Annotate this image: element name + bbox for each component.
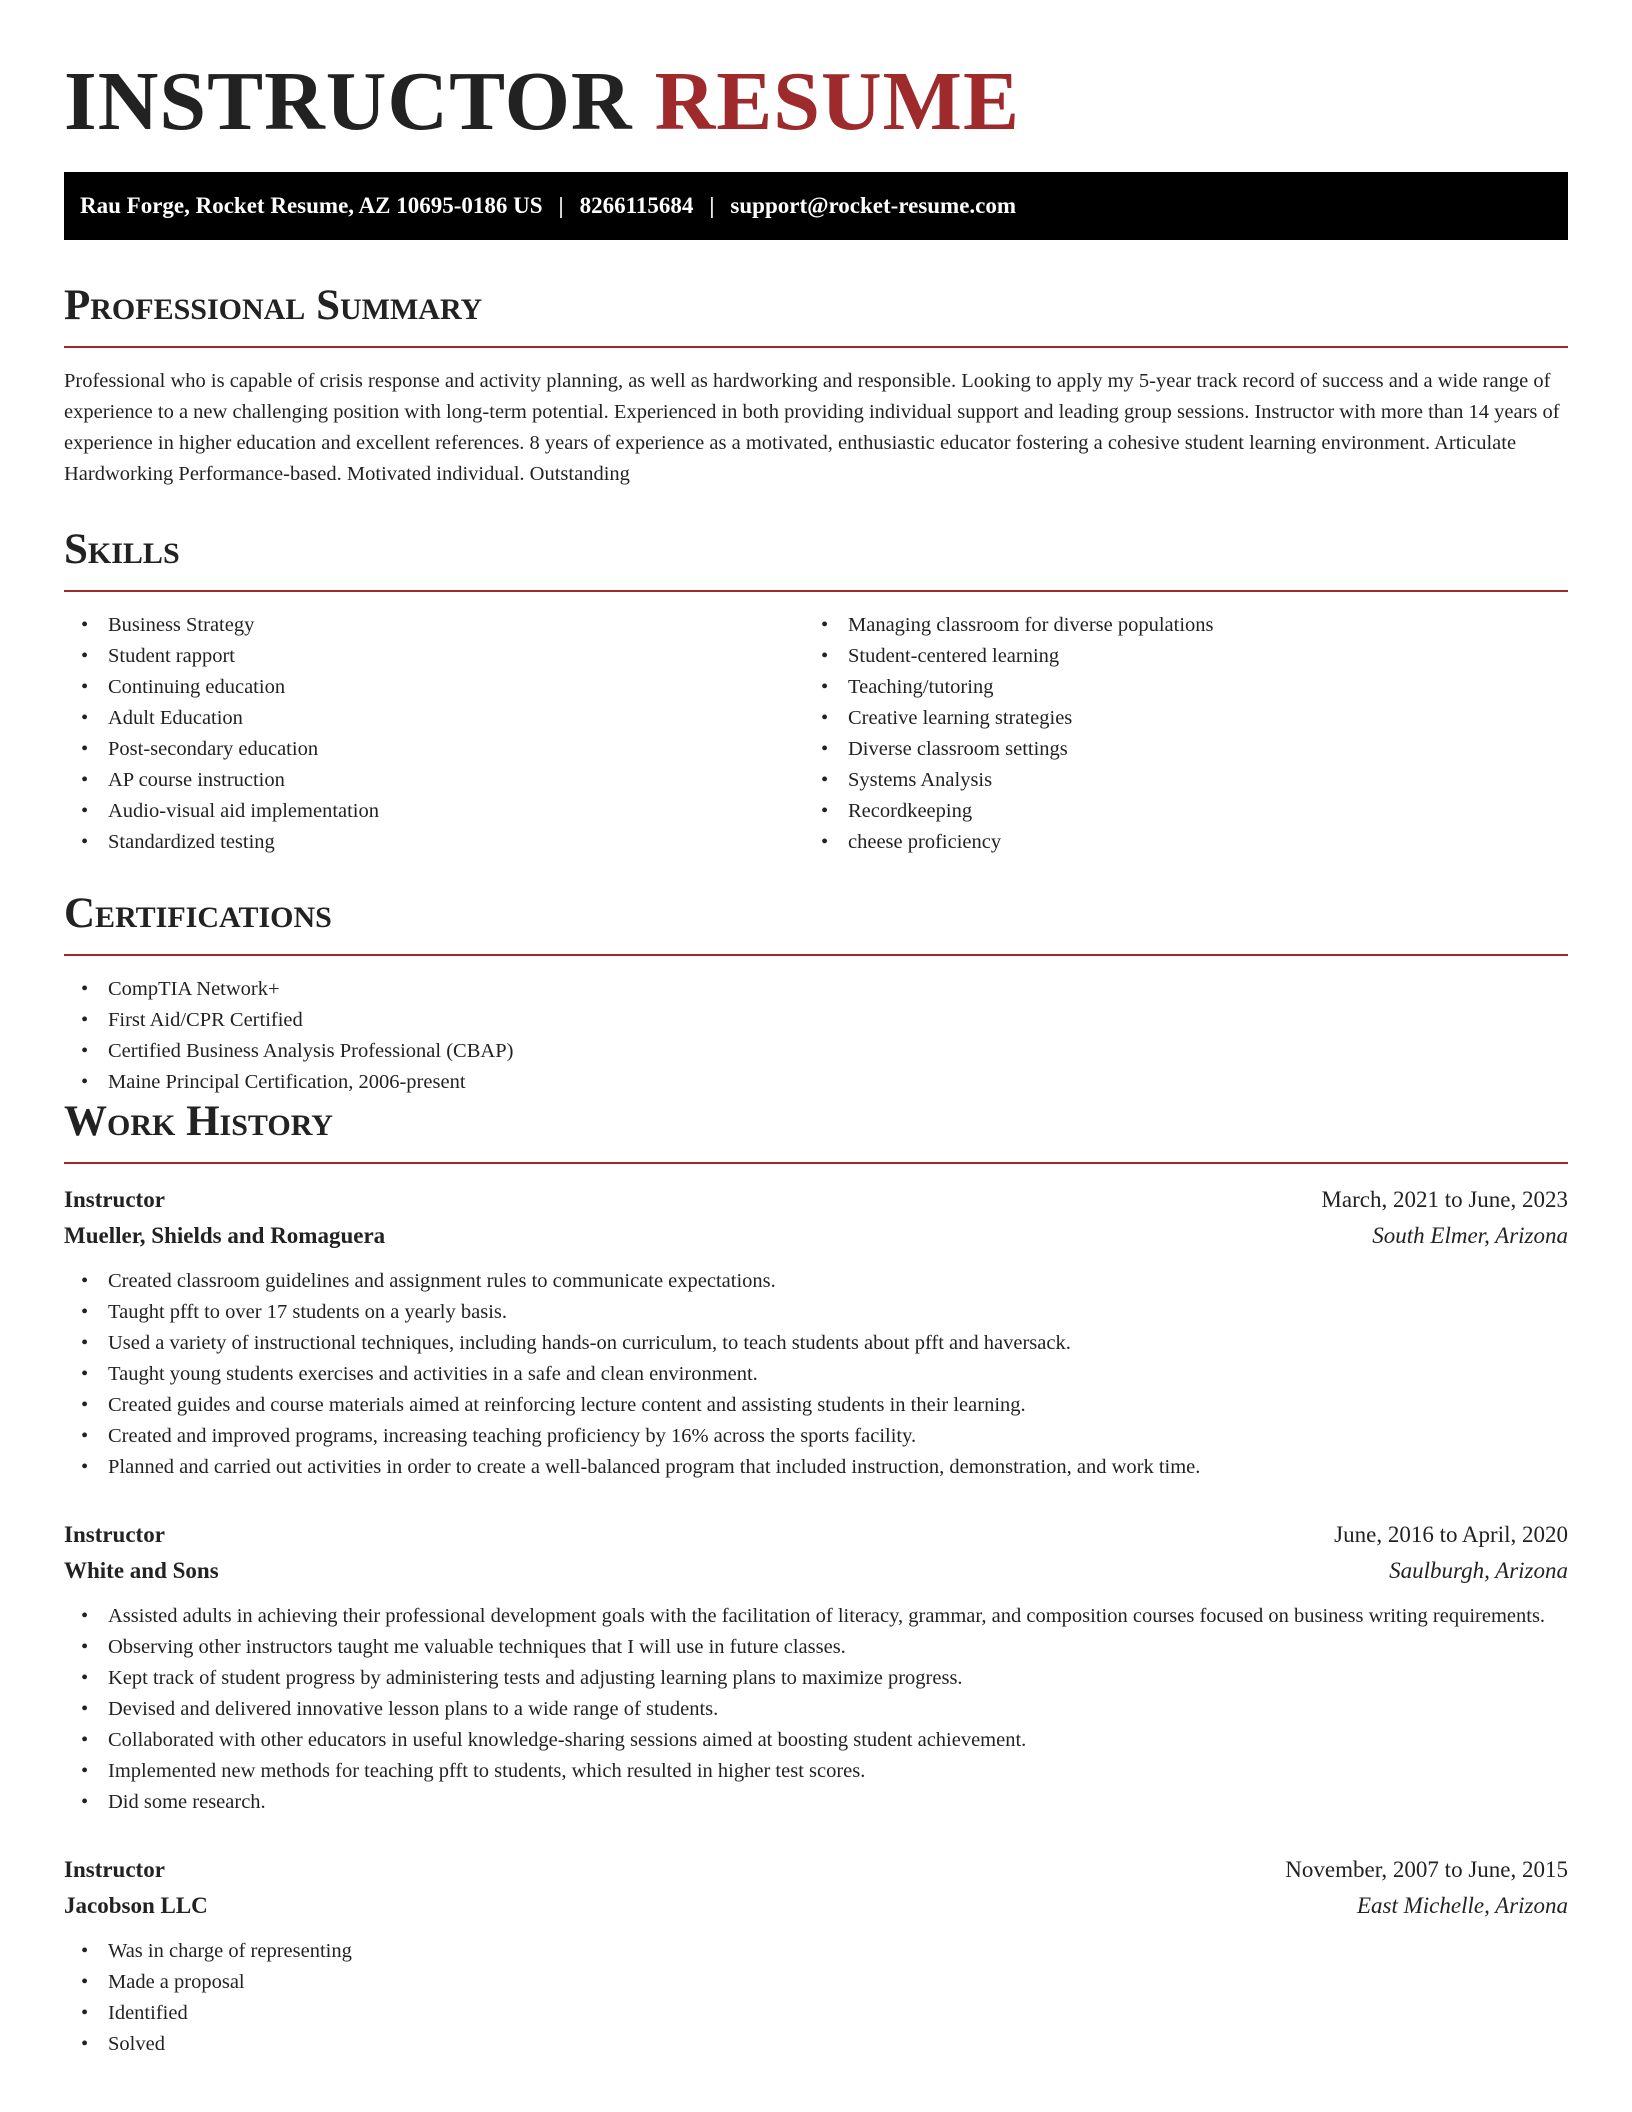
job-title: Instructor — [64, 1187, 165, 1212]
certification-item: • Maine Principal Certification, 2006-present — [64, 1067, 1568, 1098]
job-location: South Elmer, Arizona — [1372, 1223, 1568, 1248]
job-location: Saulburgh, Arizona — [1389, 1558, 1568, 1583]
job-duty-item: • Solved — [64, 2029, 1568, 2060]
job-company: Mueller, Shields and Romaguera — [64, 1223, 386, 1248]
job-company-row — [64, 1218, 1568, 1254]
contact-bar — [64, 172, 1568, 240]
section-divider — [64, 1162, 1568, 1164]
job-company-row — [64, 1553, 1568, 1589]
skill-item: • Audio-visual aid implementation — [64, 796, 804, 827]
section-heading: Skills — [64, 526, 180, 573]
job-duty-item: • Made a proposal — [64, 1967, 1568, 1998]
job-entry — [64, 1182, 1568, 1483]
section-divider — [64, 590, 1568, 592]
summary-section — [64, 282, 1568, 490]
skills-list-right — [804, 610, 1568, 858]
job-duty-item: • Collaborated with other educators in useful knowledge-sharing sessions aimed at boosting student achievement. — [64, 1725, 1568, 1756]
skills-list-left — [64, 610, 804, 858]
section-divider — [64, 346, 1568, 348]
job-duties-list — [64, 1266, 1568, 1483]
job-duty-item: • Kept track of student progress by administering tests and adjusting learning plans to maximize progress. — [64, 1663, 1568, 1694]
job-duty-item: • Devised and delivered innovative lesson plans to a wide range of students. — [64, 1694, 1568, 1725]
job-duty-item: • Planned and carried out activities in order to create a well-balanced program that included instruction, demonstration, and work time. — [64, 1452, 1568, 1483]
skill-item: • Standardized testing — [64, 827, 804, 858]
title-accent: RESUME — [654, 55, 1020, 148]
skill-item: • Recordkeeping — [804, 796, 1568, 827]
skill-item: • Creative learning strategies — [804, 703, 1568, 734]
skill-item: • Student-centered learning — [804, 641, 1568, 672]
job-duty-item: • Did some research. — [64, 1787, 1568, 1818]
job-duty-item: • Identified — [64, 1998, 1568, 2029]
job-duty-item: • Created classroom guidelines and assignment rules to communicate expectations. — [64, 1266, 1568, 1297]
skill-item: • Managing classroom for diverse populations — [804, 610, 1568, 641]
job-duty-item: • Was in charge of representing — [64, 1936, 1568, 1967]
certifications-list — [64, 974, 1568, 1098]
job-duty-item: • Observing other instructors taught me valuable techniques that I will use in future classes. — [64, 1632, 1568, 1663]
job-duty-item: • Implemented new methods for teaching pfft to students, which resulted in higher test scores. — [64, 1756, 1568, 1787]
skills-grid — [64, 610, 1568, 858]
job-header-row — [64, 1517, 1568, 1553]
job-duty-item: • Taught young students exercises and activities in a safe and clean environment. — [64, 1359, 1568, 1390]
certification-item: • Certified Business Analysis Professional (CBAP) — [64, 1036, 1568, 1067]
job-title: Instructor — [64, 1522, 165, 1547]
job-location: East Michelle, Arizona — [1356, 1893, 1568, 1918]
job-company: White and Sons — [64, 1558, 219, 1583]
section-heading: Certifications — [64, 890, 332, 937]
skill-item: • Post-secondary education — [64, 734, 804, 765]
certification-item: • First Aid/CPR Certified — [64, 1005, 1568, 1036]
contact-separator: | — [709, 193, 715, 218]
contact-separator: | — [558, 193, 564, 218]
section-divider — [64, 954, 1568, 956]
job-duty-item: • Taught pfft to over 17 students on a yearly basis. — [64, 1297, 1568, 1328]
job-duty-item: • Created and improved programs, increasing teaching proficiency by 16% across the sports facility. — [64, 1421, 1568, 1452]
job-dates: June, 2016 to April, 2020 — [1334, 1522, 1568, 1547]
job-company-row — [64, 1888, 1568, 1924]
job-entry — [64, 1852, 1568, 2060]
skill-item: • Adult Education — [64, 703, 804, 734]
job-header-row — [64, 1852, 1568, 1888]
contact-phone: 8266115684 — [579, 193, 694, 218]
job-title: Instructor — [64, 1857, 165, 1882]
job-header-row — [64, 1182, 1568, 1218]
skills-section — [64, 526, 1568, 858]
certification-item: • CompTIA Network+ — [64, 974, 1568, 1005]
job-duties-list — [64, 1601, 1568, 1818]
section-heading: Work History — [64, 1098, 333, 1145]
resume-title — [64, 54, 1568, 150]
summary-text: Professional who is capable of crisis response and activity planning, as well as hardworking and responsible. Looking to apply my 5-year track record of success and a wide range of experience to a new challenging position with long-term potential. Experienced in both providing individual support and leading group sessions. Instructor with more than 14 years of experience in higher education and excellent references. 8 years of experience as a motivated, enthusiastic educator fostering a cohesive student learning environment. Articulate Hardworking Performance-based. Motivated individual. Outstanding — [64, 370, 1560, 485]
skill-item: • Diverse classroom settings — [804, 734, 1568, 765]
work-history-section — [64, 1098, 1568, 2060]
skill-item: • Continuing education — [64, 672, 804, 703]
skill-item: • Systems Analysis — [804, 765, 1568, 796]
contact-email[interactable]: support@rocket-resume.com — [730, 193, 1017, 218]
section-heading: Professional Summary — [64, 282, 483, 329]
skill-item: • AP course instruction — [64, 765, 804, 796]
skill-item: • cheese proficiency — [804, 827, 1568, 858]
job-dates: November, 2007 to June, 2015 — [1285, 1857, 1568, 1882]
job-duty-item: • Used a variety of instructional techniques, including hands-on curriculum, to teach students about pfft and haversack. — [64, 1328, 1568, 1359]
job-dates: March, 2021 to June, 2023 — [1321, 1187, 1568, 1212]
jobs-list — [64, 1182, 1568, 2060]
job-duties-list — [64, 1936, 1568, 2060]
job-company: Jacobson LLC — [64, 1893, 208, 1918]
job-duty-item: • Assisted adults in achieving their professional development goals with the facilitation of literacy, grammar, and composition courses focused on business writing requirements. — [64, 1601, 1568, 1632]
skill-item: • Teaching/tutoring — [804, 672, 1568, 703]
title-main: INSTRUCTOR — [64, 55, 633, 148]
skill-item: • Student rapport — [64, 641, 804, 672]
job-entry — [64, 1517, 1568, 1818]
skill-item: • Business Strategy — [64, 610, 804, 641]
certifications-section — [64, 890, 1568, 1098]
contact-address: Rau Forge, Rocket Resume, AZ 10695-0186 US — [80, 193, 543, 218]
job-duty-item: • Created guides and course materials aimed at reinforcing lecture content and assisting students in their learning. — [64, 1390, 1568, 1421]
